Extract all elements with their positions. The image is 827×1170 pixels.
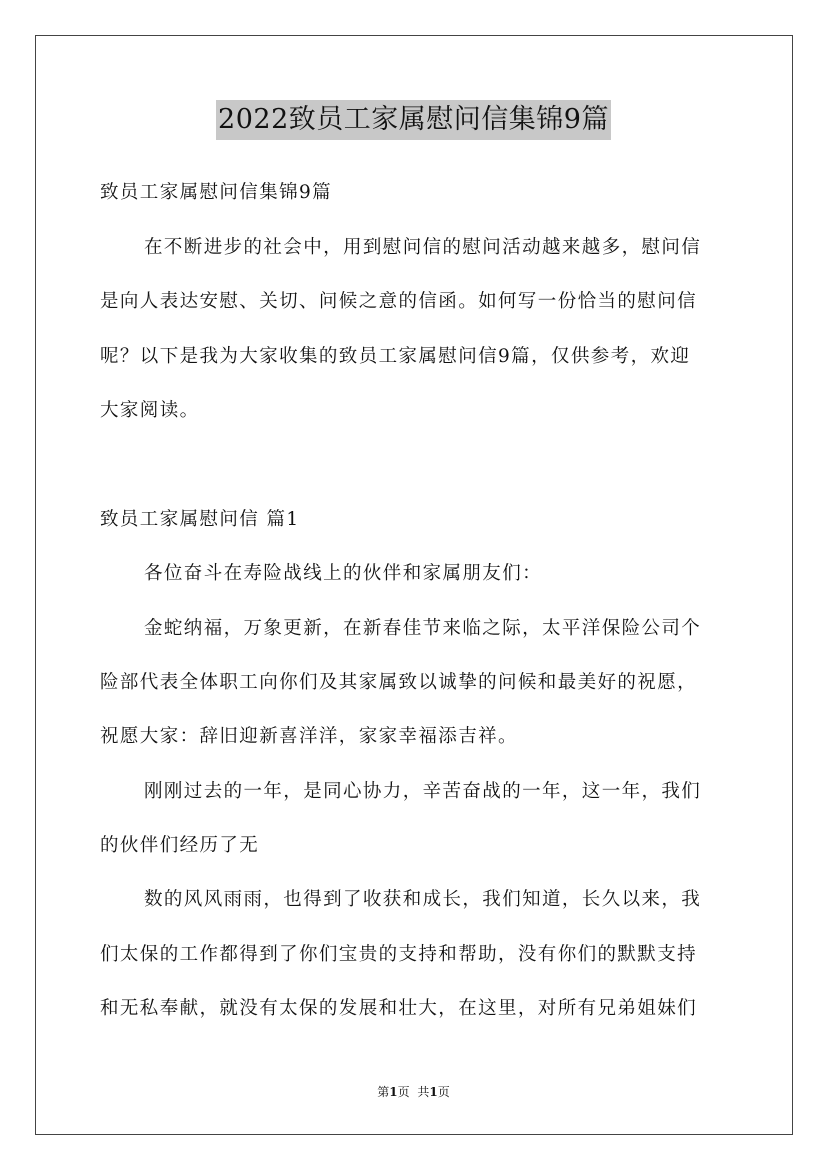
footer-page-unit: 页 [397,1085,410,1099]
intro-line: 是向人表达安慰、关切、问候之意的信函。如何写一份恰当的慰问信 [100,291,698,312]
intro-line: 大家阅读。 [100,400,200,421]
document-subtitle: 致员工家属慰问信集锦9篇 [100,182,333,203]
title-container [0,100,827,140]
paragraph-line: 险部代表全体职工向你们及其家属致以诚挚的问候和最美好的祝愿， [100,672,698,693]
section-heading: 致员工家属慰问信 篇1 [100,509,300,530]
footer-page-number: 1 [389,1085,398,1099]
intro-line: 呢？以下是我为大家收集的致员工家属慰问信9篇，仅供参考，欢迎 [100,346,691,367]
intro-line: 在不断进步的社会中，用到慰问信的慰问活动越来越多，慰问信 [144,237,702,258]
paragraph-line: 祝愿大家：辞旧迎新喜洋洋，家家幸福添吉祥。 [100,726,518,747]
paragraph-line: 刚刚过去的一年，是同心协力，辛苦奋战的一年，这一年，我们 [144,781,702,802]
footer-prefix: 第 [377,1085,390,1099]
footer-total-pages: 1 [429,1085,438,1099]
footer-total-unit: 页 [437,1085,450,1099]
salutation: 各位奋斗在寿险战线上的伙伴和家属朋友们： [144,563,543,584]
footer-total-prefix: 共 [417,1085,430,1099]
paragraph-line: 数的风风雨雨，也得到了收获和成长，我们知道，长久以来，我 [144,889,702,910]
paragraph-line: 金蛇纳福，万象更新，在新春佳节来临之际，太平洋保险公司个 [144,618,702,639]
paragraph-line: 的伙伴们经历了无 [100,835,260,856]
page-footer [0,1084,827,1100]
paragraph-line: 和无私奉献，就没有太保的发展和壮大，在这里，对所有兄弟姐妹们 [100,998,698,1019]
paragraph-line: 们太保的工作都得到了你们宝贵的支持和帮助，没有你们的默默支持 [100,944,698,965]
document-title: 2022致员工家属慰问信集锦9篇 [216,100,611,140]
